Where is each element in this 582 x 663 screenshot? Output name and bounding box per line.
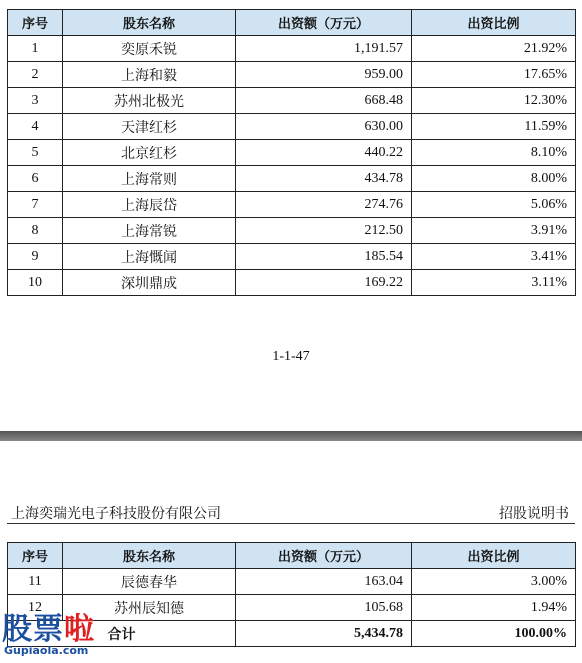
cell-shareholder-name: 辰德春华	[63, 569, 236, 595]
cell-shareholder-name: 天津红杉	[63, 114, 236, 140]
cell-amount: 434.78	[236, 166, 412, 192]
cell-amount: 212.50	[236, 218, 412, 244]
header-ratio: 出资比例	[412, 543, 576, 569]
total-ratio: 100.00%	[412, 621, 576, 647]
cell-seq: 4	[8, 114, 63, 140]
cell-seq: 9	[8, 244, 63, 270]
header-amount: 出资额（万元）	[236, 10, 412, 36]
page-divider	[0, 431, 582, 441]
cell-seq: 1	[8, 36, 63, 62]
cell-ratio: 1.94%	[412, 595, 576, 621]
cell-amount: 630.00	[236, 114, 412, 140]
header-ratio: 出资比例	[412, 10, 576, 36]
header-seq: 序号	[8, 543, 63, 569]
cell-shareholder-name: 上海和毅	[63, 62, 236, 88]
cell-shareholder-name: 深圳鼎成	[63, 270, 236, 296]
cell-ratio: 3.00%	[412, 569, 576, 595]
table-header-row	[8, 543, 576, 569]
site-watermark-logo	[0, 600, 140, 663]
cell-shareholder-name: 奕原禾锐	[63, 36, 236, 62]
cell-shareholder-name: 上海慨闻	[63, 244, 236, 270]
shareholder-table-1	[7, 9, 576, 296]
page-number: 1-1-47	[272, 349, 310, 364]
cell-seq: 3	[8, 88, 63, 114]
cell-ratio: 11.59%	[412, 114, 576, 140]
table-row	[8, 62, 576, 88]
cell-seq: 6	[8, 166, 63, 192]
header-amount: 出资额（万元）	[236, 543, 412, 569]
table-row	[8, 114, 576, 140]
table-row	[8, 192, 576, 218]
header-seq: 序号	[8, 10, 63, 36]
cell-shareholder-name: 上海常锐	[63, 218, 236, 244]
cell-shareholder-name: 苏州辰知德	[63, 595, 236, 621]
cell-amount: 959.00	[236, 62, 412, 88]
cell-seq: 7	[8, 192, 63, 218]
cell-amount: 169.22	[236, 270, 412, 296]
header-name: 股东名称	[63, 543, 236, 569]
cell-seq: 10	[8, 270, 63, 296]
table-header-row	[8, 10, 576, 36]
total-label: 合计	[8, 621, 236, 647]
watermark-text-blue: 股票	[2, 612, 64, 647]
table-row	[8, 88, 576, 114]
cell-ratio: 3.11%	[412, 270, 576, 296]
cell-shareholder-name: 上海辰岱	[63, 192, 236, 218]
cell-ratio: 3.41%	[412, 244, 576, 270]
cell-shareholder-name: 苏州北极光	[63, 88, 236, 114]
watermark-text-red: 啦	[64, 612, 95, 647]
table-row	[8, 140, 576, 166]
cell-amount: 440.22	[236, 140, 412, 166]
table-row	[8, 218, 576, 244]
table-row	[8, 166, 576, 192]
table-row	[8, 244, 576, 270]
cell-ratio: 5.06%	[412, 192, 576, 218]
cell-shareholder-name: 北京红杉	[63, 140, 236, 166]
total-amount: 5,434.78	[236, 621, 412, 647]
cell-amount: 1,191.57	[236, 36, 412, 62]
company-name: 上海奕瑞光电子科技股份有限公司	[11, 507, 221, 522]
table-row	[8, 36, 576, 62]
cell-ratio: 3.91%	[412, 218, 576, 244]
cell-amount: 163.04	[236, 569, 412, 595]
cell-seq: 12	[8, 595, 63, 621]
header-name: 股东名称	[63, 10, 236, 36]
watermark-url: Gupiaola.com	[4, 644, 89, 657]
cell-ratio: 12.30%	[412, 88, 576, 114]
cell-ratio: 17.65%	[412, 62, 576, 88]
cell-shareholder-name: 上海常则	[63, 166, 236, 192]
cell-amount: 185.54	[236, 244, 412, 270]
cell-ratio: 21.92%	[412, 36, 576, 62]
cell-amount: 105.68	[236, 595, 412, 621]
cell-amount: 668.48	[236, 88, 412, 114]
document-type: 招股说明书	[499, 507, 569, 522]
table-row	[8, 270, 576, 296]
cell-seq: 5	[8, 140, 63, 166]
document-header	[7, 503, 575, 524]
cell-seq: 8	[8, 218, 63, 244]
table-row	[8, 569, 576, 595]
cell-amount: 274.76	[236, 192, 412, 218]
cell-seq: 2	[8, 62, 63, 88]
cell-ratio: 8.10%	[412, 140, 576, 166]
cell-seq: 11	[8, 569, 63, 595]
cell-ratio: 8.00%	[412, 166, 576, 192]
